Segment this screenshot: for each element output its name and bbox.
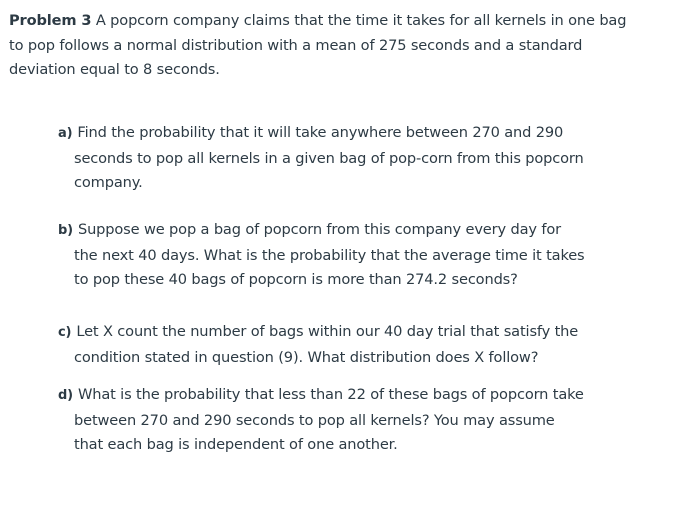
part-b-line-2: the next 40 days. What is the probability that the average time it takes	[74, 246, 585, 264]
part-b-line-1: Suppose we pop a bag of popcorn from this company every day for	[77, 221, 561, 238]
part-b-line-3: to pop these 40 bags of popcorn is more than 274.2 seconds?	[74, 271, 518, 288]
part-c-marker: c)	[58, 325, 72, 340]
part-a-marker: a)	[58, 126, 73, 141]
part-c-line-1: Let X count the number of bags within our 40 day trial that satisfy the	[76, 323, 579, 340]
problem-label: Problem 3	[9, 12, 92, 29]
part-a-line-2: seconds to pop all kernels in a given bag of pop-corn from this popcorn	[74, 149, 584, 167]
problem-statement	[9, 9, 679, 83]
part-a-line-1: Find the probability that it will take anywhere between 270 and 290	[77, 124, 564, 141]
part-a-line-3: company.	[74, 174, 143, 191]
part-d-line-1: What is the probability that less than 22 of these bags of popcorn take	[77, 386, 584, 403]
part-c-line-2: condition stated in question (9). What distribution does X follow?	[74, 348, 539, 366]
part-a	[58, 121, 678, 196]
part-c	[58, 320, 678, 370]
part-b	[58, 218, 678, 293]
part-d-line-3: that each bag is independent of one another.	[74, 436, 398, 453]
part-d-line-2: between 270 and 290 seconds to pop all kernels? You may assume	[74, 411, 555, 429]
intro-line-1: A popcorn company claims that the time it takes for all kernels in one bag	[91, 12, 627, 29]
part-d	[58, 383, 678, 458]
intro-line-2: to pop follows a normal distribution with a mean of 275 seconds and a standard	[9, 36, 583, 54]
part-d-marker: d)	[58, 388, 73, 403]
intro-line-3: deviation equal to 8 seconds.	[9, 61, 220, 78]
part-b-marker: b)	[58, 223, 73, 238]
